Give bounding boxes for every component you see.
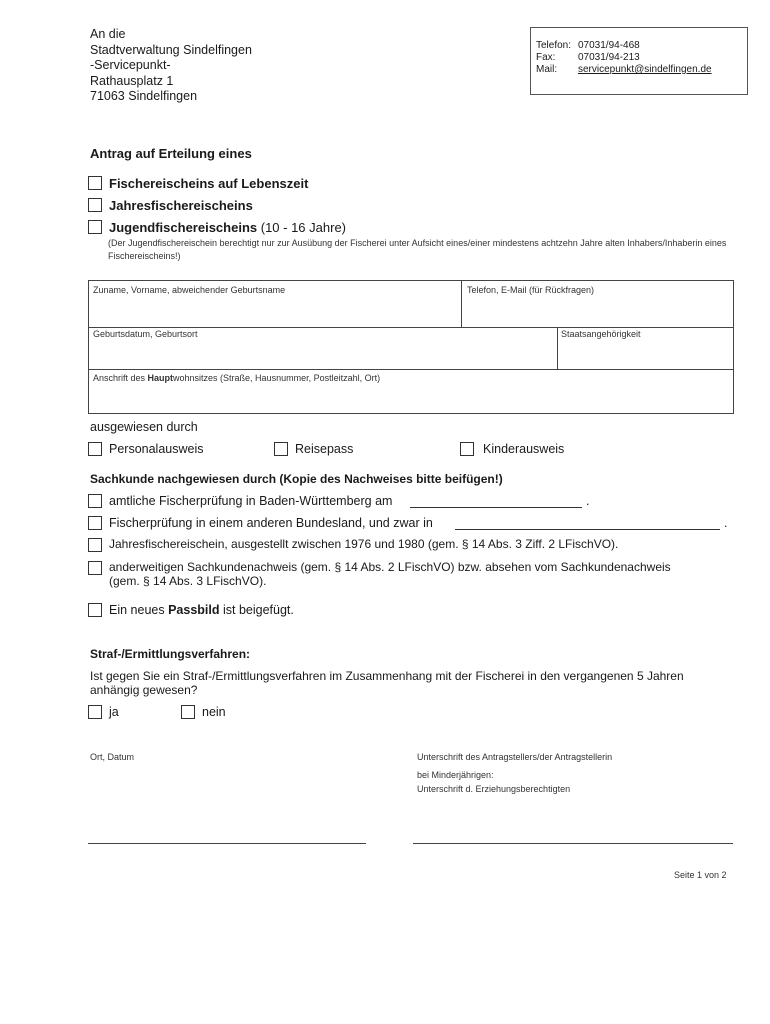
address-line: An die — [90, 27, 126, 41]
checkbox-lifetime-license[interactable] — [88, 176, 102, 190]
address-line: -Servicepunkt- — [90, 58, 171, 73]
option-annual-license: Jahresfischereischeins — [109, 198, 253, 213]
address-line: Rathausplatz 1 — [90, 73, 174, 88]
fax-value: 07031/94-213 — [578, 52, 640, 63]
option-child-id: Kinderausweis — [483, 442, 565, 456]
table-divider — [461, 281, 462, 327]
place-date-label: Ort, Datum — [90, 752, 135, 762]
residence-label-bold: Haupt — [147, 373, 174, 383]
applicant-signature-label: Unterschrift des Antragstellers/der Antragstellerin — [417, 752, 613, 762]
checkbox-exam-other-state[interactable] — [88, 516, 102, 530]
place-date-signature-line[interactable] — [88, 843, 366, 844]
checkbox-youth-license[interactable] — [88, 220, 102, 234]
field-nationality[interactable]: Staatsangehörigkeit — [561, 329, 641, 339]
option-lifetime-license: Fischereischeins auf Lebenszeit — [109, 176, 309, 191]
period: . — [586, 494, 590, 508]
fax-label: Fax: — [536, 52, 556, 63]
checkbox-passport-photo[interactable] — [88, 603, 102, 617]
personal-data-table — [88, 280, 734, 414]
photo-suffix: ist beigefügt. — [219, 603, 294, 617]
youth-license-note: (Der Jugendfischereischein berechtigt nur zur Ausübung der Fischerei unter Aufsicht eines/einer mindestens achtzehn Jahre alten Inhabers/Inhaberin eines Fischereischeins!) — [108, 238, 727, 261]
field-birth[interactable]: Geburtsdatum, Geburtsort — [93, 329, 198, 339]
field-name[interactable]: Zuname, Vorname, abweichender Geburtsname — [93, 285, 286, 295]
option-id-card: Personalausweis — [109, 442, 204, 456]
knowledge-heading: Sachkunde nachgewiesen durch (Kopie des Nachweises bitte beifügen!) — [90, 472, 503, 486]
checkbox-exam-bw[interactable] — [88, 494, 102, 508]
option-exam-other-state: Fischerprüfung in einem anderen Bundesland, und zwar in — [109, 516, 433, 530]
checkbox-child-id[interactable] — [460, 442, 474, 456]
table-divider — [557, 327, 558, 369]
option-passport: Reisepass — [295, 442, 354, 456]
guardian-signature-label: Unterschrift d. Erziehungsberechtigten — [417, 784, 571, 794]
minors-label: bei Minderjährigen: — [417, 770, 494, 780]
option-other-proof-line2: (gem. § 14 Abs. 3 LFischVO). — [109, 574, 267, 588]
photo-bold: Passbild — [168, 603, 220, 617]
criminal-question-line1: Ist gegen Sie ein Straf-/Ermittlungsverfahren im Zusammenhang mit der Fischerei in den vergangenen 5 Jahren — [90, 669, 684, 683]
other-state-field[interactable] — [455, 516, 720, 530]
option-youth-license — [109, 220, 346, 235]
checkbox-id-card[interactable] — [88, 442, 102, 456]
checkbox-no[interactable] — [181, 705, 195, 719]
option-other-proof-line1: anderweitigen Sachkundenachweis (gem. § 14 Abs. 2 LFischVO) bzw. absehen vom Sachkundenachweis — [109, 560, 671, 574]
phone-label: Telefon: — [536, 40, 572, 51]
checkbox-yes[interactable] — [88, 705, 102, 719]
option-passport-photo — [109, 603, 294, 617]
checkbox-annual-1976-1980[interactable] — [88, 538, 102, 552]
residence-label-prefix: Anschrift des — [93, 373, 148, 383]
field-main-residence[interactable] — [93, 373, 380, 383]
option-exam-bw: amtliche Fischerprüfung in Baden-Württemberg am — [109, 494, 393, 508]
address-line: 71063 Sindelfingen — [90, 89, 198, 104]
checkbox-other-proof[interactable] — [88, 561, 102, 575]
table-divider — [89, 369, 733, 370]
period: . — [724, 516, 728, 530]
contact-box — [530, 27, 748, 95]
mail-label: Mail: — [536, 64, 558, 75]
checkbox-annual-license[interactable] — [88, 198, 102, 212]
option-annual-1976-1980: Jahresfischereischein, ausgestellt zwischen 1976 und 1980 (gem. § 14 Abs. 3 Ziff. 2 LFischVO). — [109, 537, 619, 551]
phone-value: 07031/94-468 — [578, 40, 640, 51]
address-line: Stadtverwaltung Sindelfingen — [90, 42, 252, 57]
criminal-heading: Straf-/Ermittlungsverfahren: — [90, 647, 251, 661]
page-number: Seite 1 von 2 — [674, 870, 727, 880]
recipient-address — [90, 27, 252, 105]
table-divider — [89, 327, 733, 328]
residence-label-suffix: wohnsitzes (Straße, Hausnummer, Postleitzahl, Ort) — [173, 373, 381, 383]
photo-prefix: Ein neues — [109, 603, 169, 617]
mail-link[interactable]: servicepunkt@sindelfingen.de — [578, 64, 712, 75]
checkbox-passport[interactable] — [274, 442, 288, 456]
criminal-question-line2: anhängig gewesen? — [90, 683, 198, 697]
youth-license-label: Jugendfischereischeins — [109, 220, 258, 235]
applicant-signature-line[interactable] — [413, 843, 733, 844]
youth-license-age: (10 - 16 Jahre) — [257, 220, 346, 235]
option-no: nein — [202, 705, 226, 719]
form-title: Antrag auf Erteilung eines — [90, 146, 252, 161]
id-heading: ausgewiesen durch — [90, 420, 198, 434]
exam-date-field[interactable] — [410, 494, 582, 508]
option-yes: ja — [109, 705, 119, 719]
field-phone-email[interactable]: Telefon, E-Mail (für Rückfragen) — [467, 285, 595, 295]
